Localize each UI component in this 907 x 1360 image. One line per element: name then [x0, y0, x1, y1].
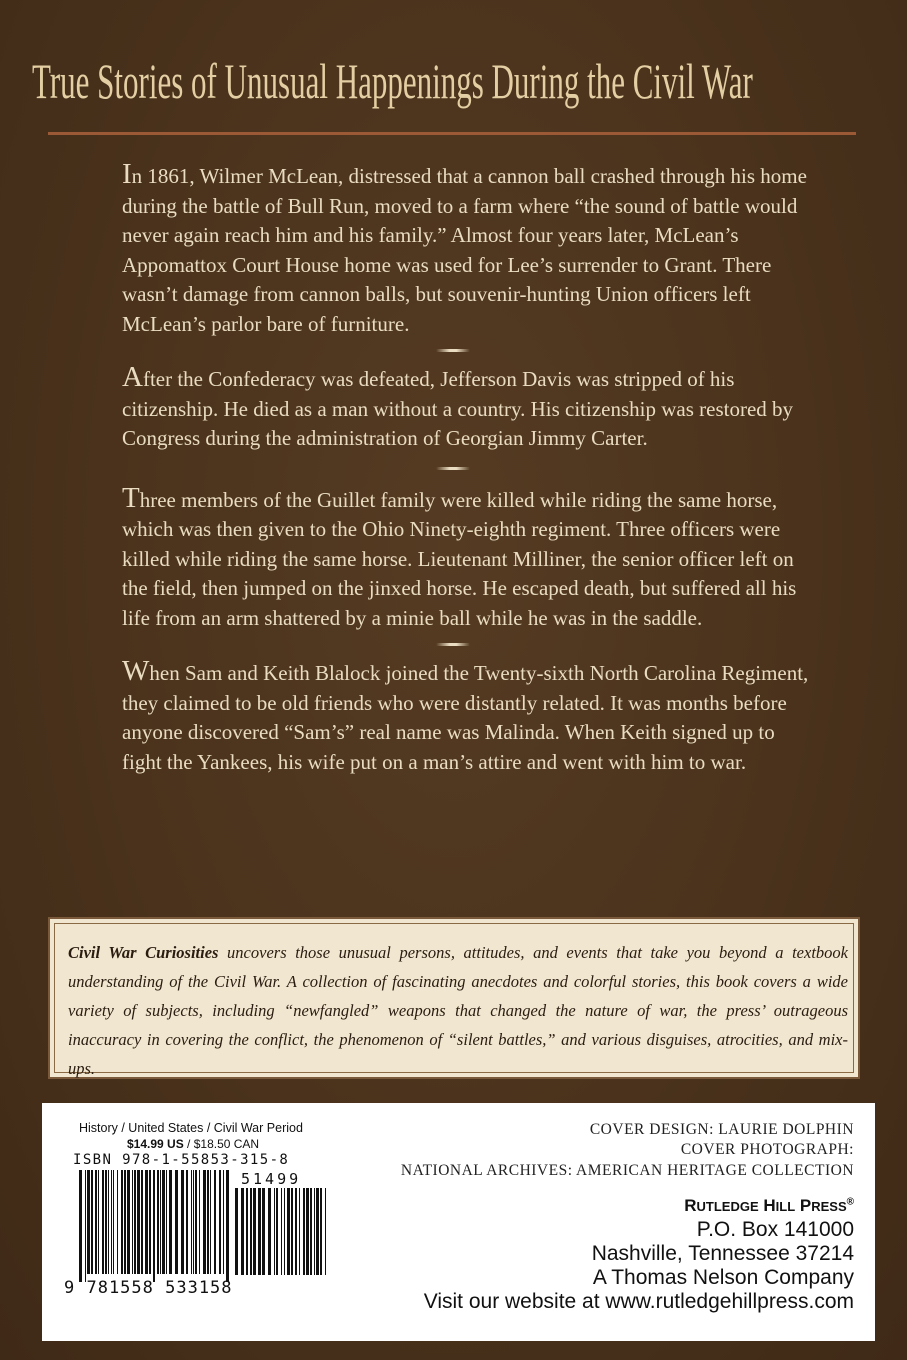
barcode-bar: [175, 1170, 178, 1274]
dropcap: I: [122, 158, 132, 190]
barcode-bar: [262, 1188, 265, 1275]
barcode-bar: [203, 1170, 206, 1274]
barcode-bar: [258, 1188, 261, 1275]
publisher-city: Nashville, Tennessee 37214: [591, 1242, 854, 1265]
barcode-bar: [145, 1170, 148, 1274]
barcode-bar: [105, 1170, 107, 1274]
barcode-bar: [303, 1188, 305, 1275]
barcode-bar: [162, 1170, 165, 1274]
barcode-bar: [149, 1170, 151, 1274]
barcode-bar: [325, 1188, 326, 1275]
dropcap: W: [122, 655, 150, 687]
barcode-bar: [199, 1170, 200, 1274]
addon-number: 51499: [241, 1170, 302, 1188]
stories: [122, 160, 812, 777]
barcode-bar: [160, 1170, 161, 1274]
barcode-bar: [108, 1170, 109, 1274]
barcode-bar: [121, 1170, 123, 1274]
barcode-bar: [214, 1170, 216, 1274]
barcode-bar: [98, 1170, 99, 1274]
subject-category: History / United States / Civil War Period: [79, 1121, 303, 1135]
headline: True Stories of Unusual Happenings During the Civil War: [32, 53, 753, 109]
barcode-bar: [91, 1170, 93, 1274]
story-mclean: [122, 160, 812, 339]
barcode-bar: [299, 1188, 300, 1275]
dropcap: T: [122, 481, 140, 514]
ornament-divider: [122, 339, 812, 363]
ornament-divider: [122, 454, 812, 484]
barcode-bar: [291, 1188, 293, 1275]
barcode-bar: [127, 1170, 130, 1274]
barcode-bar: [310, 1188, 312, 1275]
barcode-bar: [169, 1170, 172, 1274]
credit-photo-source: NATIONAL ARCHIVES: AMERICAN HERITAGE COLLECTION: [400, 1162, 854, 1179]
barcode-bar: [124, 1170, 126, 1274]
barcode-bar: [316, 1188, 319, 1275]
barcode-bar: [276, 1188, 278, 1275]
barcode-bar: [223, 1170, 224, 1274]
book-title: Civil War Curiosities: [68, 943, 219, 962]
barcode-bar: [102, 1170, 104, 1274]
barcode-bar: [95, 1170, 97, 1274]
barcode-bar: [246, 1188, 248, 1275]
barcode-bar: [250, 1188, 252, 1275]
barcode-bar: [153, 1170, 155, 1282]
barcode-bar: [274, 1188, 275, 1275]
barcode-bar: [207, 1170, 209, 1274]
barcode-bar: [137, 1170, 140, 1274]
barcode-bar: [284, 1188, 285, 1275]
barcode-bar: [117, 1170, 118, 1274]
barcode-bar: [295, 1188, 297, 1275]
story-guillet: [122, 481, 812, 634]
story-text: n 1861, Wilmer McLean, distressed that a cannon ball crashed through his home during the battle of Bull Run, moved to a farm where “the sound of battle would never again reach him and his family.” Almost four years later, McLean’s Appomattox Court House home was used for Lee’s surrender to Grant. There wasn’t damage from cannon balls, but souvenir-hunting Union officers left McLean’s parlor bare of furniture.: [122, 164, 807, 336]
isbn: ISBN 978-1-55853-315-8: [73, 1152, 290, 1168]
credit-cover-photo: COVER PHOTOGRAPH:: [680, 1141, 854, 1158]
barcode-bar: [85, 1170, 86, 1282]
barcode-bar: [281, 1188, 282, 1275]
barcode-bar: [87, 1170, 90, 1274]
barcode-bar: [134, 1170, 136, 1274]
barcode-bar: [191, 1170, 192, 1274]
barcode-bar: [320, 1188, 322, 1275]
barcode-bar: [226, 1170, 229, 1282]
publisher-parent: A Thomas Nelson Company: [592, 1266, 854, 1289]
price-us: $14.99 US: [127, 1137, 184, 1151]
headline-rule: [48, 132, 856, 135]
story-blalock: [122, 657, 812, 777]
ean-barcode: [79, 1170, 229, 1282]
barcode-bar: [79, 1170, 82, 1282]
publisher-name: RUTLEDGE HILL PRESS®: [684, 1196, 854, 1215]
ornament-divider: [122, 633, 812, 657]
barcode-bar: [306, 1188, 309, 1275]
barcode-bar: [195, 1170, 197, 1274]
barcode-bar: [210, 1170, 211, 1274]
credit-cover-design: COVER DESIGN: LAURIE DOLPHIN: [589, 1121, 854, 1138]
barcode-bar: [287, 1188, 290, 1275]
price-can: / $18.50 CAN: [183, 1137, 260, 1151]
barcode-bar: [193, 1170, 194, 1274]
blurb-box: [48, 917, 860, 1079]
ean-number: 9 781558 533158: [64, 1278, 233, 1298]
publisher-website: Visit our website at www.rutledgehillpress.com: [423, 1290, 854, 1313]
barcode-bar: [314, 1188, 315, 1275]
barcode-bar: [268, 1188, 271, 1275]
publisher-po-box: P.O. Box 141000: [696, 1218, 854, 1241]
dropcap: A: [122, 361, 143, 393]
barcode-bar: [219, 1170, 221, 1274]
barcode-bar: [111, 1170, 112, 1274]
price: [127, 1137, 259, 1151]
blurb-body: uncovers those unusual persons, attitudes, and events that take you beyond a textbook understanding of the Civil War. A collection of fascinating anecdotes and colorful stories, this book covers a wide variety of subjects, including “newfangled” weapons that changed the nature of war, the press’ outrageous inaccuracy in covering the conflict, the phenomenon of “silent battles,” and various disguises, atrocities, and mix-ups.: [68, 943, 848, 1078]
addon-barcode: [235, 1188, 330, 1283]
barcode-bar: [253, 1188, 256, 1275]
story-text: hree members of the Guillet family were killed while riding the same horse, which was then given to the Ohio Ninety-eighth regiment. Three officers were killed while riding the same horse. Lieutenant Milliner, the senior officer left on the field, then jumped on the jinxed horse. He escaped death, but suffered all his life from an arm shattered by a minie ball while he was in the saddle.: [122, 487, 797, 630]
barcode-bar: [181, 1170, 184, 1274]
barcode-bar: [157, 1170, 159, 1274]
blurb-text: [68, 938, 848, 1083]
barcode-bar: [141, 1170, 143, 1274]
barcode-bar: [235, 1188, 238, 1275]
barcode-bar: [186, 1170, 188, 1274]
barcode-bar: [132, 1170, 133, 1274]
barcode-bar: [113, 1170, 114, 1274]
story-davis: [122, 363, 812, 454]
barcode-bar: [241, 1188, 244, 1275]
story-text: fter the Confederacy was defeated, Jefferson Davis was stripped of his citizenship. He died as a man without a country. His citizenship was restored by Congress during the administration of Georgian Jimmy Carter.: [122, 367, 794, 450]
barcode-bar: [166, 1170, 167, 1274]
story-text: hen Sam and Keith Blalock joined the Twenty-sixth North Carolina Regiment, they claimed to be old friends who were distantly related. It was months before anyone discovered “Sam’s” real name was Malinda. When Keith signed up to fight the Yankees, his wife put on a man’s attire and went with him to war.: [122, 661, 809, 774]
